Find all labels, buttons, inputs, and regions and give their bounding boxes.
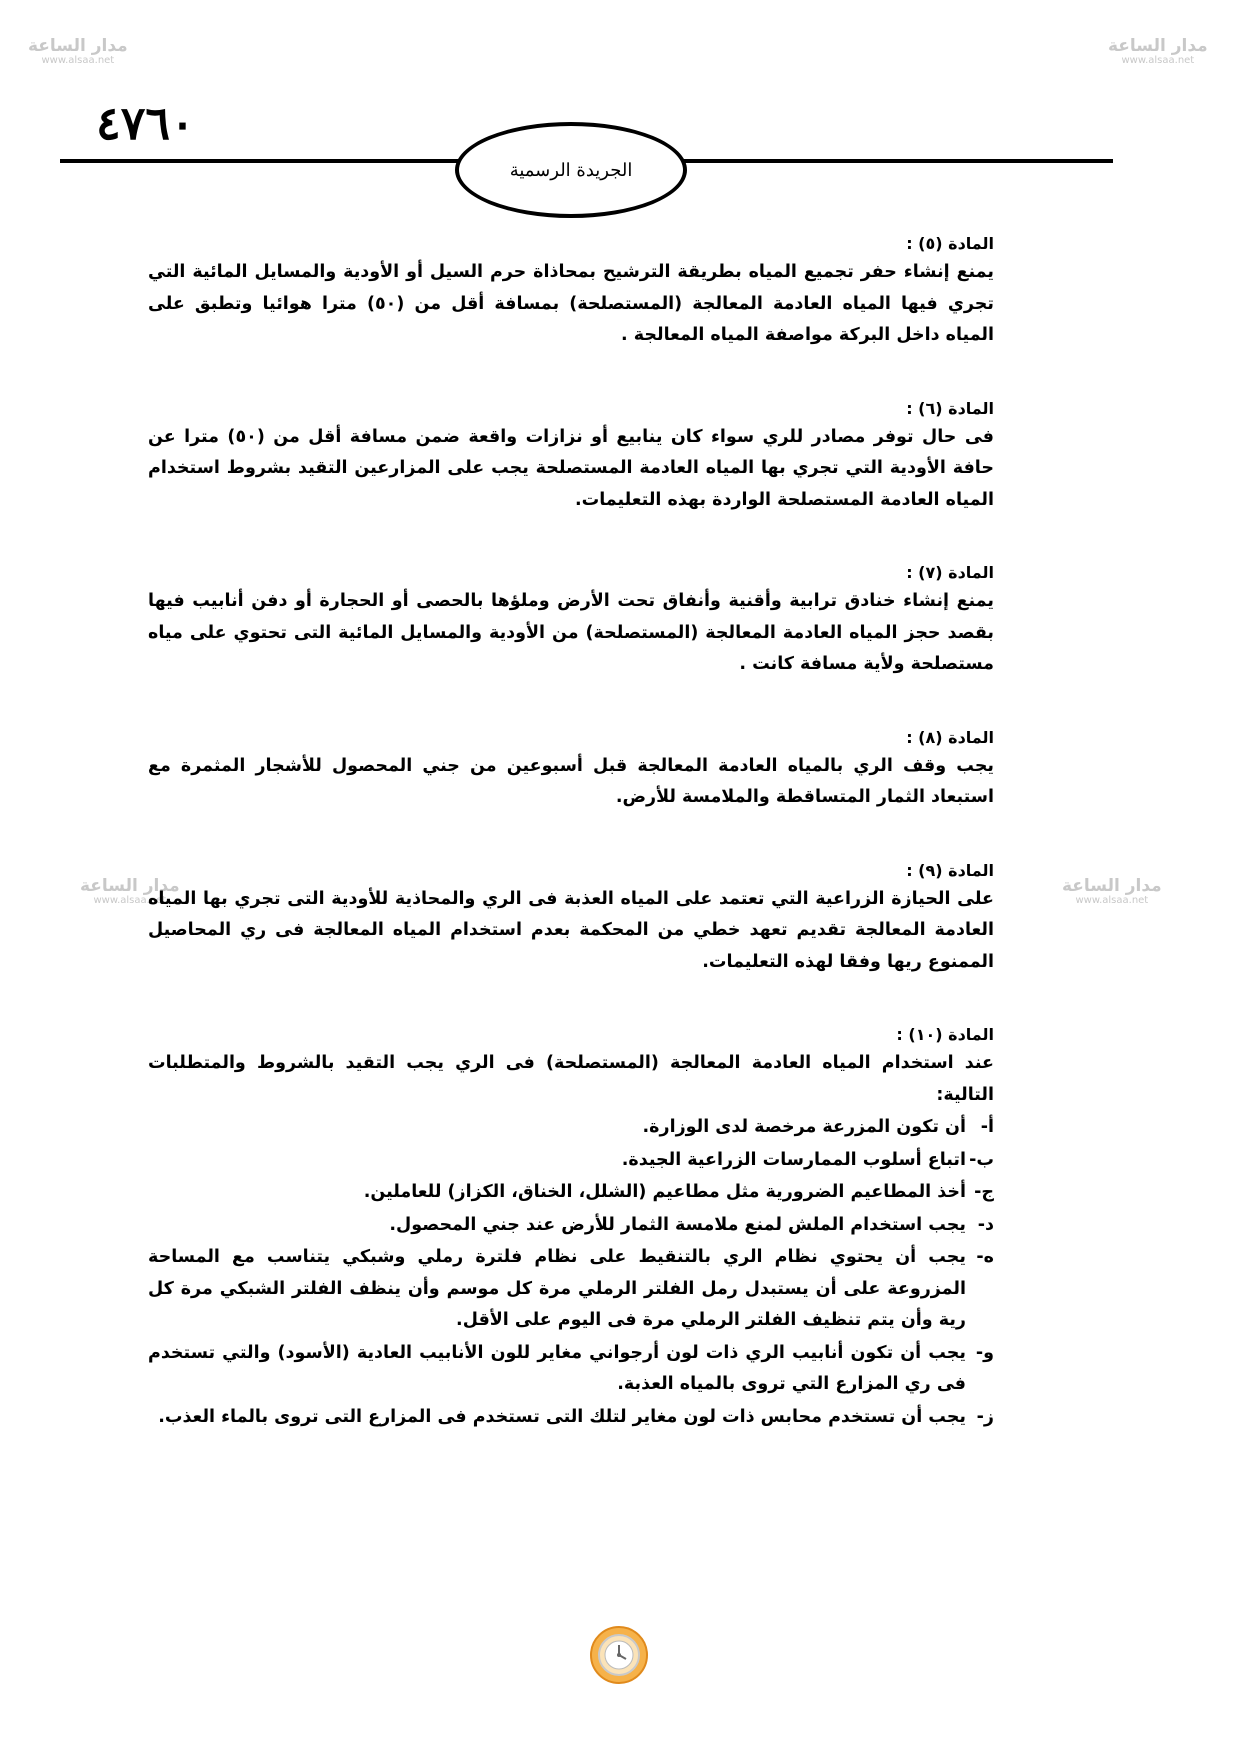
article-heading: المادة (٩) : xyxy=(906,860,994,880)
list-item-mark: ه- xyxy=(976,1247,994,1267)
page-number: ٤٧٦٠ xyxy=(96,96,195,150)
watermark-url: www.alsaa.net xyxy=(93,894,167,906)
list-item xyxy=(148,1402,994,1434)
watermark-title: مدار الساعة xyxy=(28,36,128,56)
article-text: يمنع إنشاء حفر تجميع المياه بطريقة الترشيح بمحاذاة حرم السيل أو الأودية والمسايل المائية التي تجري فيها المياه العادمة المعالجة (المستصلحة) بمسافة أقل من (٥٠) مترا هوائيا وتطبق على المياه داخل البركة مواصفة المياه المعالجة . xyxy=(148,262,994,345)
list-item-mark: د- xyxy=(977,1214,994,1235)
watermark-top-left xyxy=(28,38,128,66)
article-5 xyxy=(148,231,994,352)
list-item-mark: أ- xyxy=(980,1117,994,1137)
article-heading: المادة (٦) : xyxy=(906,398,994,418)
article-text: يجب وقف الري بالمياه العادمة المعالجة قبل أسبوعين من جني المحصول للأشجار المثمرة مع استبعاد الثمار المتساقطة والملامسة للأرض. xyxy=(148,755,994,807)
article-text: فى حال توفر مصادر للري سواء كان ينابيع أو نزازات واقعة ضمن مسافة أقل من (٥٠) مترا عن حافة الأودية التي تجري بها المياه العادمة المستصلحة يجب على المزارعين التقيد بشروط استخدام المياه العادمة المستصلحة الواردة بهذه التعليمات. xyxy=(148,426,994,510)
article-heading: المادة (٨) : xyxy=(906,727,994,747)
list-item-mark: ب- xyxy=(969,1149,994,1170)
article-9 xyxy=(148,858,994,979)
list-item xyxy=(148,1112,994,1144)
gazette-title-oval xyxy=(455,122,687,218)
list-item xyxy=(148,1177,994,1209)
watermark-title: مدار الساعة xyxy=(80,876,180,896)
watermark-title: مدار الساعة xyxy=(1108,36,1208,56)
list-item-text: اتباع أسلوب الممارسات الزراعية الجيدة. xyxy=(621,1149,966,1170)
watermark-mid-right xyxy=(1062,878,1162,906)
watermark-title: مدار الساعة xyxy=(1062,876,1162,896)
gazette-title: الجريدة الرسمية xyxy=(509,159,633,181)
list-item-text: يجب أن تكون أنابيب الري ذات لون أرجواني مغاير للون الأنابيب العادية (الأسود) والتي تستخدم فى ري المزارع التي تروى بالمياه العذبة. xyxy=(148,1342,966,1394)
watermark-top-right xyxy=(1108,38,1208,66)
requirements-list xyxy=(148,1112,994,1433)
article-6 xyxy=(148,396,994,517)
list-item-text: يجب أن يحتوي نظام الري بالتنقيط على نظام فلترة رملي وشبكي يتناسب مع المساحة المزروعة على أن يستبدل رمل الفلتر الرملي مرة كل موسم وأن ينظف الفلتر الشبكي مرة كل رية وأن يتم تنظيف الفلتر الرملي مرة فى اليوم على الأقل. xyxy=(148,1247,966,1330)
article-7 xyxy=(148,560,994,681)
watermark-url: www.alsaa.net xyxy=(1075,894,1149,906)
list-item-text: يجب أن تستخدم محابس ذات لون مغاير لتلك التى تستخدم فى المزارع التى تروى بالماء العذب. xyxy=(158,1406,966,1427)
list-item-mark: ج- xyxy=(974,1182,994,1202)
watermark-url: www.alsaa.net xyxy=(1121,54,1195,66)
article-heading: المادة (٧) : xyxy=(906,563,994,582)
list-item xyxy=(148,1242,994,1337)
article-text: عند استخدام المياه العادمة المعالجة (المستصلحة) فى الري يجب التقيد بالشروط والمتطلبات التالية: xyxy=(148,1053,994,1105)
list-item-text: أخذ المطاعيم الضرورية مثل مطاعيم (الشلل، الخناق، الكزاز) للعاملين. xyxy=(363,1182,966,1202)
document-body xyxy=(148,231,994,1433)
article-text: على الحيازة الزراعية التي تعتمد على المياه العذبة فى الري والمحاذية للأودية التى تجري بها المياه العادمة المعالجة تقديم تعهد خطي من المحكمة بعدم استخدام المياه المعالجة فى ري المحاصيل الممنوع ريها وفقا لهذه التعليمات. xyxy=(148,888,994,972)
list-item-text: يجب استخدام الملش لمنع ملامسة الثمار للأرض عند جني المحصول. xyxy=(389,1214,966,1235)
article-8 xyxy=(148,725,994,814)
list-item-mark: و- xyxy=(975,1342,994,1363)
list-item-text: أن تكون المزرعة مرخصة لدى الوزارة. xyxy=(642,1117,966,1137)
clock-logo-icon xyxy=(589,1625,649,1685)
article-text: يمنع إنشاء خنادق ترابية وأقنية وأنفاق تحت الأرض وملؤها بالحصى أو الحجارة أو دفن أنابيب فيها بقصد حجز المياه العادمة المعالجة (المستصلحة) من الأودية والمسايل المائية التى تحتوي على مياه مستصلحة ولأية مسافة كانت . xyxy=(148,591,994,674)
article-10 xyxy=(148,1022,994,1433)
list-item xyxy=(148,1338,994,1401)
list-item-mark: ز- xyxy=(976,1406,994,1427)
list-item xyxy=(148,1210,994,1242)
watermark-url: www.alsaa.net xyxy=(41,54,115,66)
article-heading: المادة (١٠) : xyxy=(896,1025,994,1044)
list-item xyxy=(148,1145,994,1177)
article-heading: المادة (٥) : xyxy=(906,234,994,253)
